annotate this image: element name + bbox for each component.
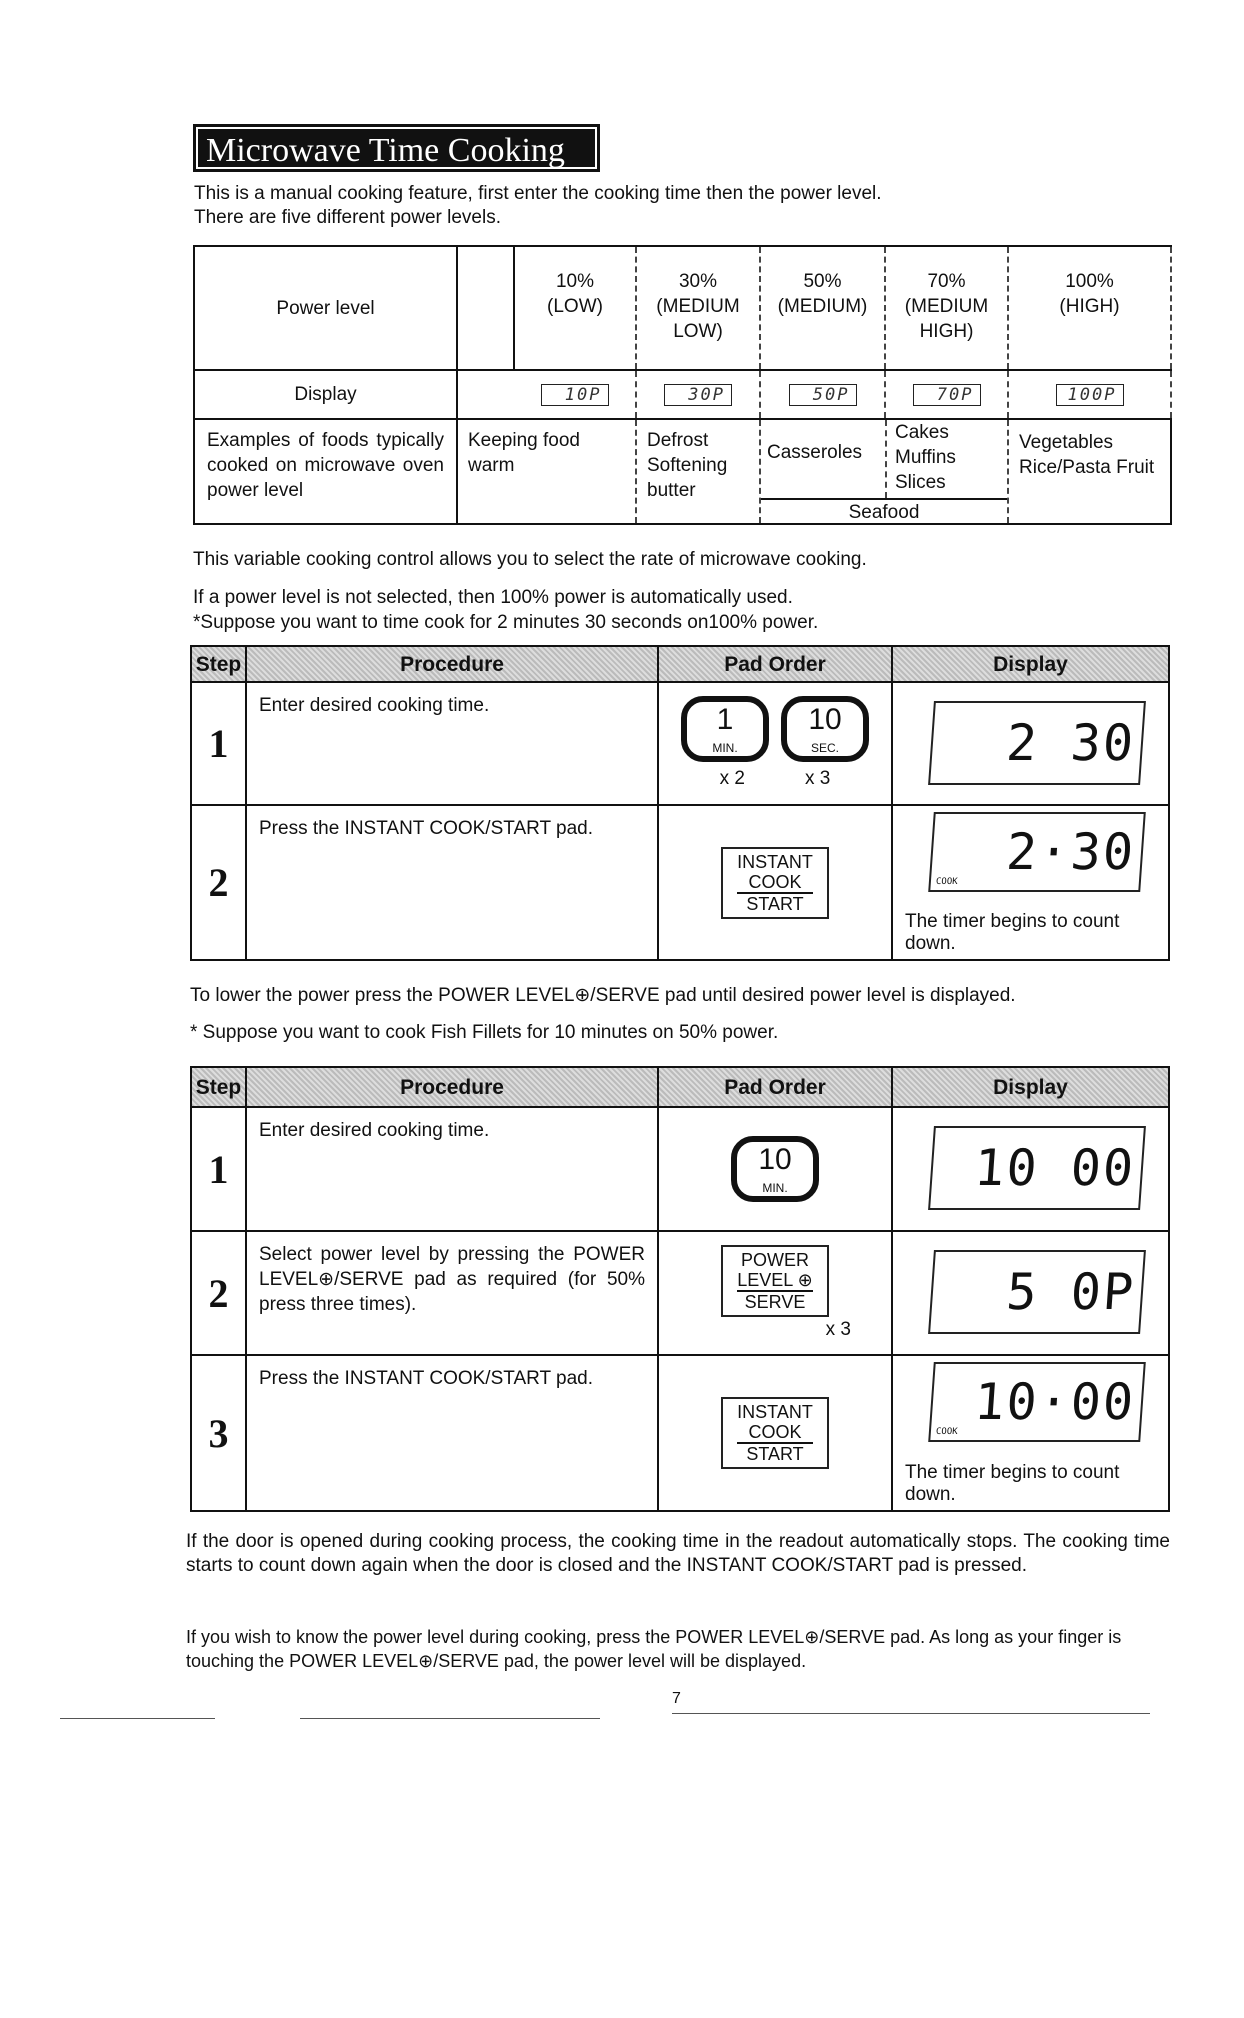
header-pad-order: Pad Order bbox=[658, 646, 892, 682]
display-screen bbox=[928, 1250, 1146, 1334]
display-digits: 2 30 bbox=[1004, 714, 1138, 772]
display-screen bbox=[928, 812, 1146, 892]
pad-label: SERVE bbox=[744, 1291, 806, 1312]
foods-shared-cell bbox=[760, 419, 1008, 524]
pad-unit: MIN. bbox=[762, 1181, 788, 1195]
foods-70: Cakes Muffins Slices bbox=[885, 420, 995, 498]
level-name: (MEDIUM) bbox=[777, 296, 868, 317]
level-cell bbox=[760, 246, 885, 370]
min-pad bbox=[731, 1136, 819, 1202]
display-note: The timer begins to count down. bbox=[905, 911, 1120, 954]
pad-label: LEVEL ⊕ bbox=[737, 1269, 813, 1290]
min-pad bbox=[681, 696, 769, 762]
lcd-display: 70P bbox=[913, 384, 981, 406]
level-cell bbox=[636, 246, 760, 370]
pad-label: INSTANT bbox=[737, 1402, 813, 1422]
page-title: Microwave Time Cooking bbox=[193, 124, 600, 172]
instant-cook-start-pad bbox=[721, 1397, 829, 1469]
pad-unit: MIN. bbox=[712, 741, 738, 755]
pad-label: COOK bbox=[737, 1422, 813, 1444]
lcd-display: 50P bbox=[789, 384, 857, 406]
header-procedure: Procedure bbox=[246, 1067, 658, 1107]
power-level-table bbox=[193, 245, 1172, 525]
intro-line-1: This is a manual cooking feature, first enter the cooking time then the power level. bbox=[194, 183, 882, 204]
step-number: 1 bbox=[191, 1107, 246, 1231]
row-label-foods: Examples of foods typically cooked on microwave oven power level bbox=[194, 419, 457, 524]
lcd-display: 100P bbox=[1056, 384, 1124, 406]
row-label-display: Display bbox=[194, 370, 457, 419]
level-cell bbox=[885, 246, 1008, 370]
procedure-text: Enter desired cooking time. bbox=[246, 1107, 658, 1231]
level-cell bbox=[514, 246, 636, 370]
level-pct: 30% bbox=[678, 271, 718, 292]
level-name: (LOW) bbox=[547, 296, 603, 317]
foods-10: Keeping food warm bbox=[457, 419, 636, 524]
press-count: x 3 bbox=[805, 768, 831, 789]
level-pct: 10% bbox=[555, 271, 595, 292]
pad-label: INSTANT bbox=[737, 851, 813, 872]
page-number: 7 bbox=[672, 1690, 681, 1707]
display-digits: 2·30 bbox=[1004, 823, 1138, 881]
display-digits: 5 0P bbox=[1004, 1263, 1138, 1321]
text-door: If the door is opened during cooking process, the cooking time in the readout automatically stops. The cooking time starts to count down again when the door is closed and the INSTANT COOK/START pad is pressed. bbox=[186, 1531, 1170, 1576]
level-cell bbox=[1008, 246, 1171, 370]
display-digits: 10 00 bbox=[972, 1139, 1138, 1197]
procedure-text: Press the INSTANT COOK/START pad. bbox=[246, 805, 658, 960]
example-1-table bbox=[190, 645, 1170, 961]
press-count: x 2 bbox=[719, 768, 745, 789]
text-power: If you wish to know the power level during cooking, press the POWER LEVEL⊕/SERVE pad. As long as your finger is touching the POWER LEVEL⊕/SERVE pad, the power level will be displayed. bbox=[186, 1627, 1122, 1671]
header-display: Display bbox=[892, 1067, 1169, 1107]
foods-50: Casseroles bbox=[767, 442, 863, 463]
text-default: If a power level is not selected, then 100% power is automatically used. bbox=[193, 587, 793, 608]
pad-label: START bbox=[746, 893, 804, 914]
procedure-text: Enter desired cooking time. bbox=[246, 682, 658, 805]
lcd-display: 30P bbox=[664, 384, 732, 406]
level-name: (HIGH) bbox=[1059, 296, 1120, 317]
step-number: 2 bbox=[191, 1231, 246, 1355]
step-number: 1 bbox=[191, 682, 246, 805]
level-name: (MEDIUM HIGH) bbox=[904, 296, 989, 342]
pad-number: 1 bbox=[716, 703, 734, 736]
footer-rule bbox=[672, 1713, 1150, 1714]
display-digits: 10·00 bbox=[972, 1373, 1138, 1431]
pad-unit: SEC. bbox=[810, 741, 839, 755]
example-2-table bbox=[190, 1066, 1170, 1512]
display-screen bbox=[928, 1126, 1146, 1210]
text-suppose-1: *Suppose you want to time cook for 2 minutes 30 seconds on100% power. bbox=[193, 612, 819, 633]
display-screen bbox=[928, 1362, 1146, 1442]
header-procedure: Procedure bbox=[246, 646, 658, 682]
intro-line-2: There are five different power levels. bbox=[194, 207, 501, 228]
cook-indicator: COOK bbox=[935, 877, 958, 887]
foods-100: Vegetables Rice/Pasta Fruit bbox=[1008, 419, 1171, 524]
lcd-display: 10P bbox=[541, 384, 609, 406]
foods-30: Defrost Softening butter bbox=[636, 419, 760, 524]
cook-indicator: COOK bbox=[935, 1427, 958, 1437]
header-step: Step bbox=[191, 1067, 246, 1107]
level-pct: 50% bbox=[803, 271, 842, 292]
step-number: 3 bbox=[191, 1355, 246, 1511]
power-level-serve-pad bbox=[721, 1245, 828, 1317]
text-suppose-2: * Suppose you want to cook Fish Fillets for 10 minutes on 50% power. bbox=[190, 1022, 779, 1043]
header-step: Step bbox=[191, 646, 246, 682]
header-pad-order: Pad Order bbox=[658, 1067, 892, 1107]
foods-seafood: Seafood bbox=[761, 498, 1007, 525]
procedure-text: Press the INSTANT COOK/START pad. bbox=[246, 1355, 658, 1511]
level-name: (MEDIUM LOW) bbox=[656, 296, 740, 342]
header-display: Display bbox=[892, 646, 1169, 682]
pad-label: POWER bbox=[740, 1249, 809, 1270]
level-pct: 70% bbox=[927, 271, 966, 292]
sec-pad bbox=[781, 696, 869, 762]
procedure-text: Select power level by pressing the POWER LEVEL⊕/SERVE pad as required (for 50% press three times). bbox=[246, 1231, 658, 1355]
pad-number: 10 bbox=[758, 1143, 792, 1176]
display-note: The timer begins to count down. bbox=[905, 1462, 1120, 1505]
pad-number: 10 bbox=[808, 703, 842, 736]
pad-label: START bbox=[746, 1444, 804, 1464]
level-pct: 100% bbox=[1065, 271, 1114, 292]
spacer-cell bbox=[457, 246, 514, 370]
display-screen bbox=[928, 701, 1146, 785]
press-count: x 3 bbox=[825, 1318, 851, 1340]
spacer-cell bbox=[457, 370, 514, 419]
text-lower: To lower the power press the POWER LEVEL⊕/SERVE pad until desired power level is displayed. bbox=[190, 985, 1016, 1006]
pad-label: COOK bbox=[737, 872, 813, 894]
row-label-power: Power level bbox=[194, 246, 457, 370]
footer-rule bbox=[300, 1718, 600, 1719]
text-variable: This variable cooking control allows you to select the rate of microwave cooking. bbox=[193, 549, 867, 570]
step-number: 2 bbox=[191, 805, 246, 960]
footer-rule bbox=[60, 1718, 215, 1719]
instant-cook-start-pad bbox=[721, 847, 829, 919]
